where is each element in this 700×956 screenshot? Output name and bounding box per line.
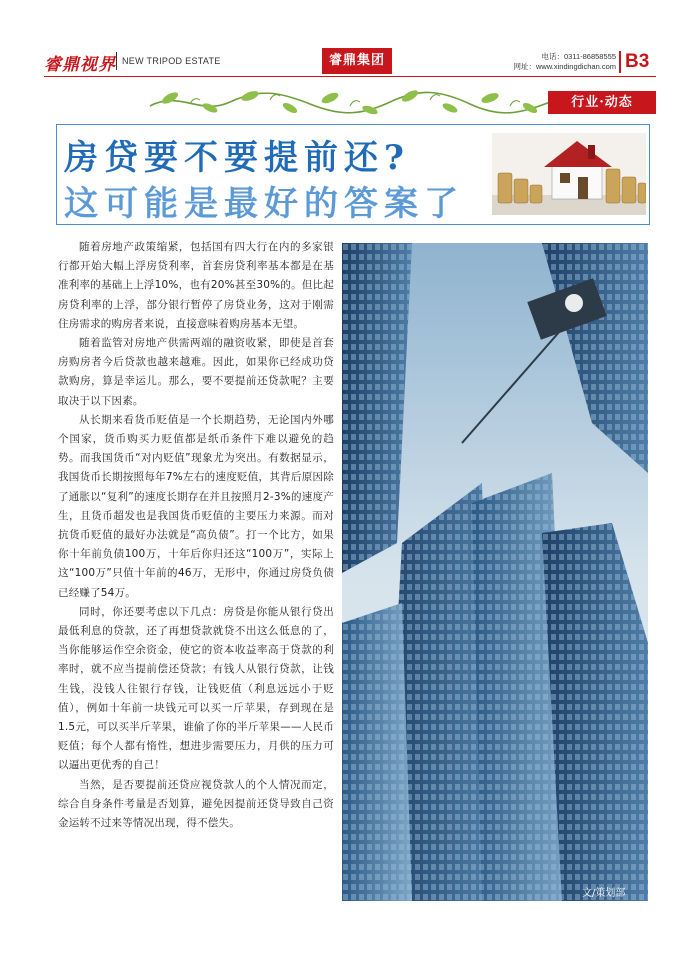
header-rule [44,76,656,77]
photo-credit: 文/策划部 [582,888,626,899]
website-url: 网址：www.xindingdichan.com [513,62,616,71]
article-paragraph: 随着监管对房地产供需两端的融资收紧，即使是首套房购房者今后贷款也越来越难。因此，如果你已经成功贷款购房，算是幸运儿。那么，要不要提前还贷款呢？主要取决于以下因素。 [58,337,334,407]
header-divider [116,52,117,70]
vine-ornament [140,86,560,118]
phone-number: 电话：0311-86858555 [541,52,616,61]
contact-info [513,52,616,72]
skyscraper-photo [342,243,648,901]
brand-logo: 睿鼎视界 [44,55,116,75]
house-coins-image [492,133,646,215]
article-paragraph: 当然，是否要提前还贷应视贷款人的个人情况而定，综合自身条件考量是否划算，避免因提前还贷导致自己资金运转不过来等情况出现，得不偿失。 [58,778,334,830]
article-paragraph: 从长期来看货币贬值是一个长期趋势，无论国内外哪个国家，货币购买力贬值都是纸币条件下难以避免的趋势。而我国货币“对内贬值”现象尤为突出。有数据显示，我国货币长期按照每年7%左右的速度贬值，其背后原因除了通胀以“复利”的速度长期存在并且按照月2-3%的速度产生，且货币超发也是我国货币贬值的主要压力来源。而对抗货币贬值的最好办法就是“高负债”。打一个比方，如果你十年前负债100万，十年后你归还这“100万”，实际上这“100万”只值十年前的46万，无形中，你通过房贷负债已经赚了54万。 [58,413,334,599]
page-number-divider [619,51,621,73]
article-body [58,238,334,833]
article-paragraph: 同时，你还要考虑以下几点：房贷是你能从银行贷出最低利息的贷款，还了再想贷款就贷不出这么低息的了，当你能够运作空余资金，使它的资本收益率高于贷款的利率时，就不应当提前偿还贷款；有钱人从银行贷款，让钱生钱，没钱人往银行存钱，让钱贬值（利息远远小于贬值），例如十年前一块钱元可以买一斤苹果，存到现在是1.5元，可以买半斤苹果，谁偷了你的半斤苹果——人民币贬值；每个人都有惰性，想进步需要压力，月供的压力可以逼出更优秀的自己！ [58,605,334,772]
headline-line-2: 这可能是最好的答案了 [64,184,464,224]
page-number: B3 [625,51,650,72]
section-tag: 行业·动态 [548,91,656,114]
headline-line-1: 房贷要不要提前还? [64,138,410,178]
article-paragraph: 随着房地产政策缩紧，包括国有四大行在内的多家银行都开始大幅上浮房贷利率，首套房贷利率基本都是在基准利率的基础上上浮10%，也有20%甚至30%的。但比起房贷利率的上浮，部分银行暂停了房贷业务，这对于刚需住房需求的购房者来说，直接意味着购房基本无望。 [58,241,334,330]
group-name-tab: 睿鼎集团 [322,48,392,74]
brand-english-name: NEW TRIPOD ESTATE [122,56,221,66]
